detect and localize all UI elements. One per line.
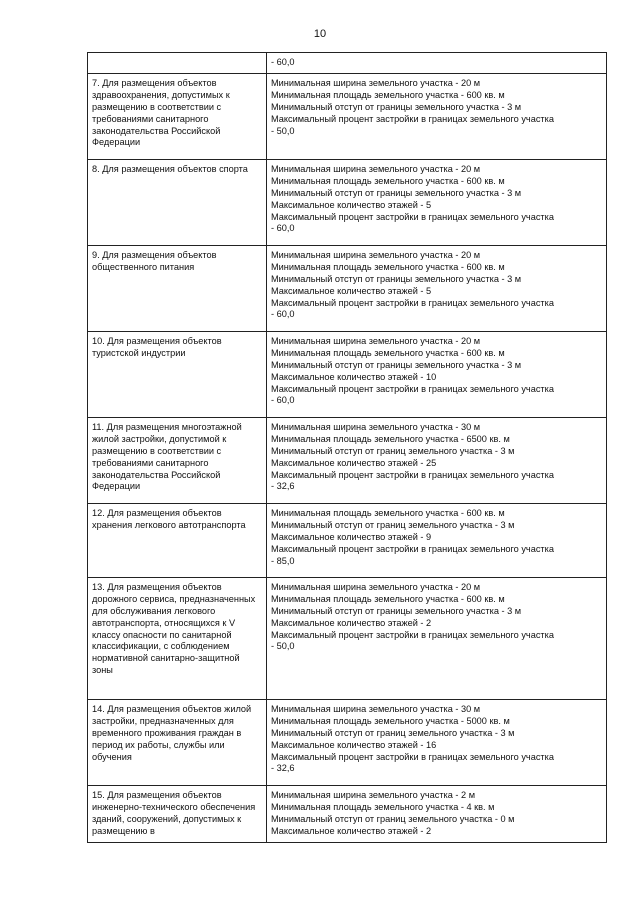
purpose-text: 11. Для размещения многоэтажной жилой застройки, допустимой к размещению в соответствии с требованиями санитарного законодательства Российской Федерации xyxy=(92,421,242,492)
parameter-line: Максимальное количество этажей - 5 xyxy=(271,285,432,296)
table-body xyxy=(88,53,607,843)
purpose-text: 7. Для размещения объектов здравоохранения, допустимых к размещению в соответствии с требованиями санитарного законодательства Российской Федерации xyxy=(92,77,230,148)
purpose-text: 12. Для размещения объектов хранения легкового автотранспорта xyxy=(92,507,246,530)
parameter-line: Минимальный отступ от границы земельного участка - 3 м xyxy=(271,605,522,616)
parameter-line: - 85,0 xyxy=(271,555,295,566)
parameter-line: Минимальная ширина земельного участка - 20 м xyxy=(271,77,481,88)
parameter-line: - 60,0 xyxy=(271,57,295,67)
purpose-text: 15. Для размещения объектов инженерно-технического обеспечения зданий, сооружений, допустимых к размещению в xyxy=(92,789,256,836)
regulations-table xyxy=(87,52,607,843)
parameter-line: Минимальная площадь земельного участка - 600 кв. м xyxy=(271,89,505,100)
parameter-line: - 60,0 xyxy=(271,395,295,406)
parameter-line: - 60,0 xyxy=(271,309,295,320)
parameter-line: Максимальный процент застройки в границах земельного участка xyxy=(271,751,554,762)
parameter-line: Минимальная площадь земельного участка - 600 кв. м xyxy=(271,175,505,186)
purpose-cell xyxy=(88,245,267,331)
purpose-cell xyxy=(88,417,267,503)
parameter-line: Максимальное количество этажей - 10 xyxy=(271,371,437,382)
parameter-line: Минимальный отступ от границ земельного участка - 3 м xyxy=(271,445,515,456)
parameters-cell xyxy=(267,503,607,577)
parameter-line: Минимальный отступ от границ земельного участка - 0 м xyxy=(271,813,515,824)
parameter-line: Максимальный процент застройки в границах земельного участка xyxy=(271,113,554,124)
parameter-line: Минимальная площадь земельного участка - 5000 кв. м xyxy=(271,715,510,726)
parameters-cell xyxy=(267,159,607,245)
purpose-text: 14. Для размещения объектов жилой застройки, предназначенных для временного проживания граждан в период их работы, службы или обучения xyxy=(92,703,252,762)
table-row xyxy=(88,699,607,785)
parameter-line: Минимальная площадь земельного участка - 600 кв. м xyxy=(271,593,505,604)
parameter-line: Минимальная ширина земельного участка - 20 м xyxy=(271,163,481,174)
parameter-line: - 50,0 xyxy=(271,125,295,136)
parameter-line: Минимальная ширина земельного участка - 30 м xyxy=(271,421,481,432)
parameter-line: Минимальный отступ от границы земельного участка - 3 м xyxy=(271,187,522,198)
purpose-cell xyxy=(88,699,267,785)
table-row xyxy=(88,785,607,842)
parameter-line: Минимальный отступ от границы земельного участка - 3 м xyxy=(271,273,522,284)
table-row xyxy=(88,159,607,245)
parameter-line: Максимальный процент застройки в границах земельного участка xyxy=(271,629,554,640)
parameter-line: Минимальная ширина земельного участка - 20 м xyxy=(271,335,481,346)
parameters-cell xyxy=(267,245,607,331)
parameter-line: Минимальная площадь земельного участка - 600 кв. м xyxy=(271,347,505,358)
parameter-line: Минимальная площадь земельного участка - 600 кв. м xyxy=(271,507,505,518)
purpose-cell xyxy=(88,73,267,159)
table-row xyxy=(88,331,607,417)
parameter-line: Максимальное количество этажей - 16 xyxy=(271,739,437,750)
parameter-line: Минимальная площадь земельного участка - 4 кв. м xyxy=(271,801,495,812)
table-row xyxy=(88,417,607,503)
parameter-line: Минимальный отступ от границы земельного участка - 3 м xyxy=(271,359,522,370)
parameters-cell xyxy=(267,577,607,699)
parameter-line: Минимальный отступ от границ земельного участка - 3 м xyxy=(271,519,515,530)
purpose-cell xyxy=(88,503,267,577)
parameter-line: Максимальное количество этажей - 9 xyxy=(271,531,432,542)
purpose-cell xyxy=(88,159,267,245)
parameter-line: Минимальный отступ от границ земельного участка - 3 м xyxy=(271,727,515,738)
parameter-line: Минимальная ширина земельного участка - 20 м xyxy=(271,581,481,592)
parameters-cell xyxy=(267,699,607,785)
purpose-cell xyxy=(88,53,267,74)
parameter-line: - 32,6 xyxy=(271,763,295,774)
purpose-cell xyxy=(88,331,267,417)
parameter-line: Максимальное количество этажей - 2 xyxy=(271,825,432,836)
table-row xyxy=(88,245,607,331)
parameter-line: Максимальное количество этажей - 2 xyxy=(271,617,432,628)
parameter-line: - 32,6 xyxy=(271,481,295,492)
purpose-text: 13. Для размещения объектов дорожного сервиса, предназначенных для обслуживания легкового автотранспорта, относящихся к V классу опасности по санитарной классификации, с соблюдением нормативной санитарно-защитной зоны xyxy=(92,581,256,676)
purpose-text: 8. Для размещения объектов спорта xyxy=(92,163,248,174)
table-row xyxy=(88,73,607,159)
purpose-cell xyxy=(88,785,267,842)
parameter-line: Максимальный процент застройки в границах земельного участка xyxy=(271,211,554,222)
parameter-line: Минимальная ширина земельного участка - 20 м xyxy=(271,249,481,260)
parameter-line: Минимальная площадь земельного участка - 6500 кв. м xyxy=(271,433,510,444)
parameters-cell xyxy=(267,331,607,417)
purpose-text: 9. Для размещения объектов общественного питания xyxy=(92,249,217,272)
parameters-cell xyxy=(267,785,607,842)
table-row xyxy=(88,503,607,577)
parameter-line: Минимальная ширина земельного участка - 2 м xyxy=(271,789,476,800)
parameters-cell xyxy=(267,53,607,74)
parameter-line: Максимальный процент застройки в границах земельного участка xyxy=(271,383,554,394)
parameter-line: - 50,0 xyxy=(271,641,295,652)
parameter-line: Максимальное количество этажей - 25 xyxy=(271,457,437,468)
page-number: 10 xyxy=(313,28,327,40)
purpose-text: 10. Для размещения объектов туристской индустрии xyxy=(92,335,222,358)
parameter-line: Минимальный отступ от границы земельного участка - 3 м xyxy=(271,101,522,112)
parameter-line: Минимальная ширина земельного участка - 30 м xyxy=(271,703,481,714)
table-row xyxy=(88,53,607,74)
purpose-cell xyxy=(88,577,267,699)
parameter-line: Максимальный процент застройки в границах земельного участка xyxy=(271,297,554,308)
table-row xyxy=(88,577,607,699)
parameter-line: - 60,0 xyxy=(271,223,295,234)
parameters-cell xyxy=(267,417,607,503)
parameter-line: Максимальный процент застройки в границах земельного участка xyxy=(271,469,554,480)
parameters-cell xyxy=(267,73,607,159)
parameter-line: Максимальный процент застройки в границах земельного участка xyxy=(271,543,554,554)
parameter-line: Минимальная площадь земельного участка - 600 кв. м xyxy=(271,261,505,272)
parameter-line: Максимальное количество этажей - 5 xyxy=(271,199,432,210)
